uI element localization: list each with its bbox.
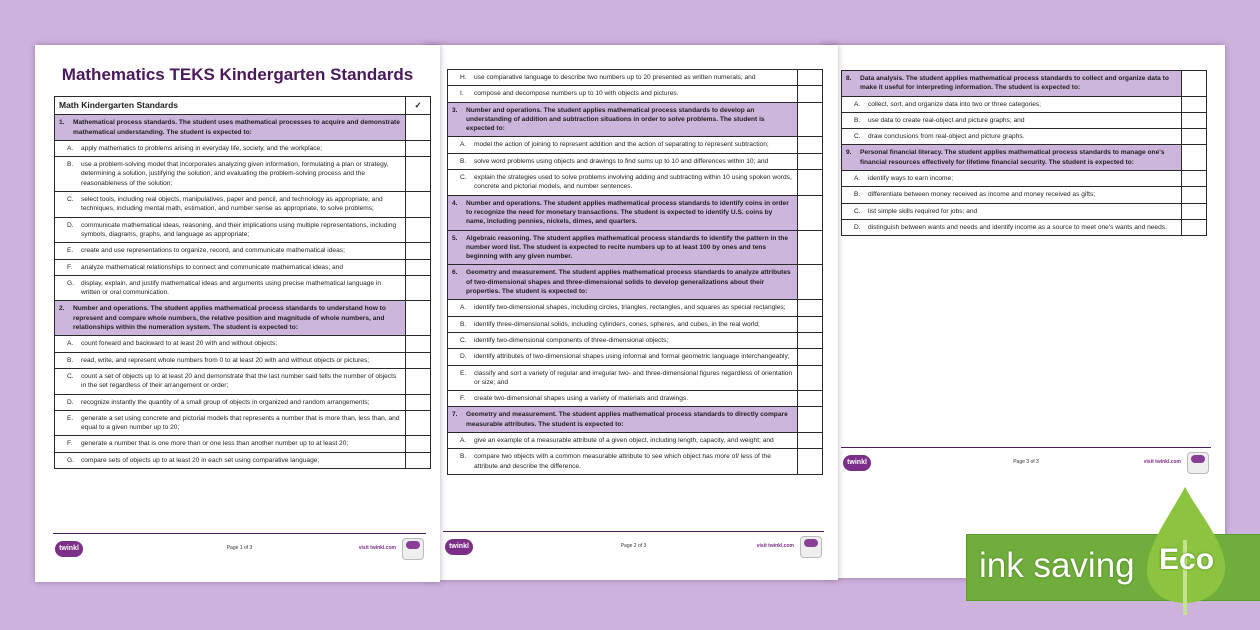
- standard-label: C.: [460, 174, 467, 182]
- standard-item-row: [448, 449, 823, 475]
- standard-text: model the action of joining to represent addition and the action of separating to represent subtraction;: [474, 141, 769, 149]
- checkbox-cell[interactable]: [798, 365, 823, 391]
- standard-section-row: [448, 265, 823, 300]
- standard-label: 3.: [452, 106, 458, 114]
- standard-label: I.: [460, 90, 464, 98]
- visit-link[interactable]: visit twinkl.com: [358, 545, 396, 551]
- standard-text: collect, sort, and organize data into two or three categories;: [868, 100, 1041, 108]
- checkbox-cell[interactable]: [1182, 145, 1207, 171]
- standard-label: F.: [67, 263, 73, 271]
- visit-link[interactable]: visit twinkl.com: [1143, 459, 1181, 465]
- standard-text-cell: [55, 436, 406, 452]
- standard-label: C.: [854, 133, 861, 141]
- standard-label: C.: [67, 196, 74, 204]
- standard-text: solve word problems using objects and drawings to find sums up to 10 and differences within 10; and: [474, 157, 769, 165]
- visit-link[interactable]: visit twinkl.com: [756, 543, 794, 549]
- standard-label: D.: [854, 223, 861, 231]
- standard-label: A.: [67, 144, 74, 152]
- standard-text-cell: [55, 275, 406, 301]
- standard-text: generate a set using concrete and pictorial models that represents a number that is more than, less than, and equal to a given number up to 20;: [81, 414, 400, 432]
- standard-item-row: [448, 316, 823, 332]
- standard-item-row: [55, 140, 431, 156]
- standard-text-cell: [55, 259, 406, 275]
- standard-text-cell: [55, 368, 406, 394]
- standard-label: 4.: [452, 199, 458, 207]
- standard-item-row: [55, 352, 431, 368]
- standard-item-row: [448, 332, 823, 348]
- standard-text: Number and operations. The student applies mathematical process standards to develop an understanding of addition and subtraction situations in order to solve problems. The student is expected to:: [466, 106, 765, 133]
- standard-text-cell: [448, 433, 798, 449]
- standard-text-cell: [448, 449, 798, 475]
- checkbox-cell[interactable]: [1182, 203, 1207, 219]
- standard-text-cell: [448, 300, 798, 316]
- checkbox-cell[interactable]: [406, 394, 431, 410]
- standard-text-cell: [448, 332, 798, 348]
- standard-item-row: [448, 70, 823, 86]
- checkbox-cell[interactable]: [798, 86, 823, 102]
- standard-text: Mathematical process standards. The student uses mathematical processes to acquire and demonstrate mathematical understanding. The student is expected to:: [73, 119, 400, 136]
- checkbox-cell[interactable]: [1182, 71, 1207, 97]
- standard-label: A.: [854, 175, 861, 183]
- standards-table: [841, 70, 1207, 236]
- checkbox-cell[interactable]: [406, 436, 431, 452]
- ink-saving-label: ink saving: [979, 546, 1135, 585]
- checkbox-cell[interactable]: [406, 410, 431, 436]
- standard-label: F.: [67, 440, 73, 448]
- standard-item-row: [448, 433, 823, 449]
- standard-item-row: [842, 171, 1207, 187]
- standard-label: A.: [460, 141, 467, 149]
- quality-badge-icon: [800, 536, 822, 558]
- standard-label: C.: [854, 207, 861, 215]
- standard-label: C.: [460, 336, 467, 344]
- standard-label: B.: [854, 191, 861, 199]
- standard-text: count forward and backward to at least 20 with and without objects;: [81, 340, 278, 348]
- standard-label: 7.: [452, 411, 458, 419]
- standard-text: list simple skills required for jobs; and: [868, 207, 978, 215]
- standard-text-cell: [55, 115, 406, 141]
- standard-label: A.: [854, 100, 861, 108]
- checkbox-cell[interactable]: [798, 170, 823, 196]
- standard-label: E.: [67, 414, 74, 422]
- standard-text: identify three-dimensional solids, including cylinders, cones, spheres, and cubes, in the real world;: [474, 320, 760, 328]
- standard-text: identify two-dimensional components of three-dimensional objects;: [474, 336, 669, 344]
- standard-text-cell: [448, 195, 798, 230]
- standard-text: count a set of objects up to at least 20 and demonstrate that the last number said tells the number of objects in the set regardless of their arrangement or order;: [81, 372, 397, 390]
- standard-text-cell: [448, 102, 798, 137]
- standard-label: 9.: [846, 149, 852, 157]
- checkbox-cell[interactable]: [406, 217, 431, 243]
- standard-text: Data analysis. The student applies mathematical process standards to collect and organize data to make it useful for interpreting information. The student is expected to:: [860, 75, 1169, 92]
- standard-text-cell: [55, 217, 406, 243]
- checkbox-cell[interactable]: [1182, 129, 1207, 145]
- standard-text-cell: [448, 365, 798, 391]
- standard-text-cell: [448, 137, 798, 153]
- standard-item-row: [55, 410, 431, 436]
- standard-text: Number and operations. The student applies mathematical process standards to identify coins in order to recognize the need for monetary transactions. The student is expected to identify U.S. coins by name, including pennies, nickels, dimes, and quarters.: [466, 199, 789, 226]
- standard-item-row: [55, 336, 431, 352]
- standard-text: give an example of a measurable attribute of a given object, including length, capacity, and weight; and: [474, 437, 774, 445]
- checkbox-cell[interactable]: [406, 368, 431, 394]
- standard-text: communicate mathematical ideas, reasoning, and their implications using multiple representations, including symbols, diagrams, graphs, and language as appropriate;: [81, 221, 397, 238]
- standards-table: [447, 69, 823, 475]
- standard-label: D.: [67, 221, 74, 229]
- standard-text: compare two objects with a common measurable attribute to see which object has more of/ less of the attribute and describe the difference.: [474, 453, 771, 470]
- page-2: [425, 45, 838, 580]
- standard-label: 8.: [846, 75, 852, 82]
- checkbox-cell[interactable]: [1182, 96, 1207, 112]
- standard-text: identify ways to earn income;: [868, 175, 954, 183]
- standard-label: B.: [67, 356, 74, 364]
- table-header-row: [55, 97, 431, 115]
- standard-label: B.: [67, 161, 74, 169]
- standard-label: 1.: [59, 119, 65, 127]
- standard-section-row: [842, 145, 1207, 171]
- standard-text-cell: [448, 86, 798, 102]
- standard-item-row: [55, 275, 431, 301]
- twinkl-logo: twinkl: [445, 539, 473, 555]
- standard-label: 2.: [59, 305, 65, 313]
- standard-text-cell: [55, 140, 406, 156]
- quality-badge-icon: [402, 538, 424, 560]
- standard-section-row: [55, 301, 431, 336]
- standard-item-row: [448, 153, 823, 169]
- page-footer: [53, 533, 426, 564]
- standard-text: use data to create real-object and picture graphs; and: [868, 116, 1025, 124]
- standard-text: classify and sort a variety of regular and irregular two- and three-dimensional figures regardless of orientation or size; and: [474, 369, 793, 386]
- table-header-label: Math Kindergarten Standards: [55, 97, 406, 115]
- standard-text-cell: [448, 70, 798, 86]
- standard-text: compose and decompose numbers up to 10 with objects and pictures.: [474, 90, 679, 98]
- standard-text-cell: [842, 145, 1182, 171]
- standard-text-cell: [448, 153, 798, 169]
- standard-label: G.: [67, 456, 74, 464]
- standard-label: A.: [460, 304, 467, 312]
- standard-label: E.: [67, 247, 74, 255]
- standard-text-cell: [448, 316, 798, 332]
- checkbox-cell[interactable]: [406, 192, 431, 218]
- standard-text: explain the strategies used to solve problems involving adding and subtracting within 10 using spoken words, concrete and pictorial models, and number sentences.: [474, 174, 792, 191]
- standard-text: differentiate between money received as income and money received as gifts;: [868, 191, 1096, 199]
- standard-item-row: [448, 391, 823, 407]
- standard-text-cell: [55, 301, 406, 336]
- standard-text: Algebraic reasoning. The student applies mathematical process standards to identify the pattern in the number word list. The student is expected to recite numbers up to at least 100 by ones and tens beginning with any given number.: [466, 234, 789, 261]
- checkbox-cell[interactable]: [798, 391, 823, 407]
- standard-text: create two-dimensional shapes using a variety of materials and drawings.: [474, 395, 689, 403]
- standard-text-cell: [842, 219, 1182, 235]
- standard-item-row: [448, 365, 823, 391]
- standard-text-cell: [55, 243, 406, 259]
- eco-label: Eco: [1159, 543, 1215, 576]
- standard-item-row: [842, 187, 1207, 203]
- standard-text: generate a number that is one more than or one less than another number up to at least 20;: [81, 440, 349, 448]
- standard-item-row: [842, 112, 1207, 128]
- standard-text-cell: [842, 171, 1182, 187]
- standard-text-cell: [55, 192, 406, 218]
- standard-item-row: [448, 349, 823, 365]
- standard-item-row: [842, 96, 1207, 112]
- standard-text-cell: [842, 96, 1182, 112]
- checkbox-cell[interactable]: [798, 195, 823, 230]
- checkbox-cell[interactable]: [798, 137, 823, 153]
- standard-text: apply mathematics to problems arising in everyday life, society, and the workplace;: [81, 144, 323, 152]
- standard-text-cell: [55, 352, 406, 368]
- standard-item-row: [842, 129, 1207, 145]
- checkbox-cell[interactable]: [406, 452, 431, 468]
- standard-text-cell: [842, 187, 1182, 203]
- standard-text: compare sets of objects up to at least 20 in each set using comparative language;: [81, 456, 320, 464]
- standard-item-row: [842, 203, 1207, 219]
- standard-text: identify two-dimensional shapes, including circles, triangles, rectangles, and squares as special rectangles;: [474, 304, 786, 312]
- checkbox-cell[interactable]: [798, 265, 823, 300]
- twinkl-logo: twinkl: [843, 455, 871, 471]
- standard-label: 6.: [452, 269, 458, 277]
- standard-text: Number and operations. The student applies mathematical process standards to understand how to represent and compare whole numbers, the relative position and magnitude of whole numbers, and relationships within the numeration system. The student is expected to:: [73, 305, 386, 332]
- standard-item-row: [55, 157, 431, 192]
- document-title: Mathematics TEKS Kindergarten Standards: [61, 65, 414, 84]
- standard-text-cell: [448, 407, 798, 433]
- standard-text: identify attributes of two-dimensional shapes using informal and formal geometric language interchangeably;: [474, 353, 790, 361]
- standard-text: display, explain, and justify mathematical ideas and arguments using precise mathematical language in written or oral communication.: [81, 279, 382, 297]
- twinkl-logo: twinkl: [55, 541, 83, 557]
- standard-text: use comparative language to describe two numbers up to 20 presented as written numerals; and: [474, 74, 756, 81]
- standard-text-cell: [55, 452, 406, 468]
- checkbox-cell[interactable]: [406, 157, 431, 192]
- checkmark-icon: ✓: [406, 97, 431, 115]
- standard-text: distinguish between wants and needs and identify income as a source to meet one's wants and needs.: [868, 223, 1167, 231]
- standard-text: Geometry and measurement. The student applies mathematical process standards to directly compare measurable attributes. The student is expected to:: [466, 411, 788, 428]
- checkbox-cell[interactable]: [798, 349, 823, 365]
- standard-section-row: [448, 102, 823, 137]
- standard-text-cell: [55, 336, 406, 352]
- page-footer: [841, 447, 1211, 478]
- checkbox-cell[interactable]: [798, 316, 823, 332]
- standard-label: G.: [67, 279, 74, 287]
- standard-label: B.: [854, 116, 861, 124]
- page-number: Page 1 of 3: [226, 545, 253, 551]
- checkbox-cell[interactable]: [1182, 219, 1207, 235]
- standard-text-cell: [842, 129, 1182, 145]
- checkbox-cell[interactable]: [798, 70, 823, 86]
- standard-text: analyze mathematical relationships to connect and communicate mathematical ideas; and: [81, 263, 344, 271]
- checkbox-cell[interactable]: [406, 115, 431, 141]
- checkbox-cell[interactable]: [798, 433, 823, 449]
- standard-text-cell: [448, 349, 798, 365]
- checkbox-cell[interactable]: [798, 407, 823, 433]
- standard-item-row: [448, 300, 823, 316]
- standard-item-row: [55, 259, 431, 275]
- standard-text-cell: [55, 410, 406, 436]
- standard-text: recognize instantly the quantity of a small group of objects in organized and random arrangements;: [81, 398, 370, 406]
- standard-label: A.: [460, 437, 467, 445]
- standard-text-cell: [448, 265, 798, 300]
- standard-text-cell: [842, 112, 1182, 128]
- standard-text: read, write, and represent whole numbers from 0 to at least 20 with and without objects or pictures;: [81, 356, 370, 364]
- eco-leaf-icon: [1145, 485, 1230, 615]
- checkbox-cell[interactable]: [798, 102, 823, 137]
- standard-section-row: [448, 195, 823, 230]
- checkbox-cell[interactable]: [1182, 112, 1207, 128]
- checkbox-cell[interactable]: [798, 153, 823, 169]
- standard-text-cell: [448, 391, 798, 407]
- standard-item-row: [55, 192, 431, 218]
- checkbox-cell[interactable]: [798, 449, 823, 475]
- standard-text-cell: [448, 230, 798, 265]
- standard-text: use a problem-solving model that incorporates analyzing given information, formulating a plan or strategy, determining a solution, justifying the solution, and evaluating the problem-solving process and the reasonableness of the solution;: [81, 161, 389, 187]
- page-number: Page 3 of 3: [1013, 459, 1039, 465]
- standard-text-cell: [448, 170, 798, 196]
- standard-text: draw conclusions from real-object and picture graphs.: [868, 133, 1025, 141]
- checkbox-cell[interactable]: [406, 275, 431, 301]
- standard-text-cell: [842, 71, 1182, 97]
- standard-item-row: [448, 137, 823, 153]
- checkbox-cell[interactable]: [406, 352, 431, 368]
- standard-item-row: [55, 368, 431, 394]
- standard-item-row: [55, 217, 431, 243]
- standard-label: D.: [460, 353, 467, 361]
- standard-item-row: [55, 436, 431, 452]
- standard-section-row: [55, 115, 431, 141]
- standard-label: C.: [67, 372, 74, 380]
- standard-label: E.: [460, 369, 467, 377]
- page-number: Page 2 of 3: [620, 543, 647, 549]
- standard-text-cell: [55, 157, 406, 192]
- standard-section-row: [842, 71, 1207, 97]
- standard-label: B.: [460, 453, 467, 461]
- standard-text-cell: [55, 394, 406, 410]
- checkbox-cell[interactable]: [406, 336, 431, 352]
- standard-label: B.: [460, 157, 467, 165]
- page-1: [35, 45, 440, 582]
- standard-item-row: [55, 394, 431, 410]
- checkbox-cell[interactable]: [406, 243, 431, 259]
- standard-label: 5.: [452, 234, 458, 242]
- standard-text: Personal financial literacy. The student applies mathematical process standards to manage one's financial resources effectively for lifetime financial security. The student is expected to:: [860, 149, 1165, 166]
- checkbox-cell[interactable]: [406, 301, 431, 336]
- checkbox-cell[interactable]: [798, 332, 823, 348]
- standard-text: create and use representations to organize, record, and communicate mathematical ideas;: [81, 247, 345, 255]
- checkbox-cell[interactable]: [406, 140, 431, 156]
- standard-label: D.: [67, 398, 74, 406]
- standard-section-row: [448, 407, 823, 433]
- checkbox-cell[interactable]: [798, 230, 823, 265]
- standard-text-cell: [842, 203, 1182, 219]
- standard-item-row: [55, 243, 431, 259]
- checkbox-cell[interactable]: [1182, 171, 1207, 187]
- standard-label: H.: [460, 74, 467, 81]
- standard-text: Geometry and measurement. The student applies mathematical process standards to analyze attributes of two-dimensional shapes and three-dimensional solids to develop generalizations about their properties. The student is expected to:: [466, 269, 791, 296]
- standard-section-row: [448, 230, 823, 265]
- quality-badge-icon: [1187, 452, 1209, 474]
- standard-item-row: [842, 219, 1207, 235]
- standard-item-row: [55, 452, 431, 468]
- page-footer: [443, 531, 824, 562]
- checkbox-cell[interactable]: [798, 300, 823, 316]
- standard-label: F.: [460, 395, 466, 403]
- checkbox-cell[interactable]: [406, 259, 431, 275]
- standard-item-row: [448, 86, 823, 102]
- standards-table: [54, 96, 431, 469]
- standard-item-row: [448, 170, 823, 196]
- checkbox-cell[interactable]: [1182, 187, 1207, 203]
- standard-label: A.: [67, 340, 74, 348]
- standard-text: select tools, including real objects, manipulatives, paper and pencil, and technology as appropriate, and techniques, including mental math, estimation, and number sense as appropriate, to solve problems;: [81, 196, 383, 213]
- standard-label: B.: [460, 320, 467, 328]
